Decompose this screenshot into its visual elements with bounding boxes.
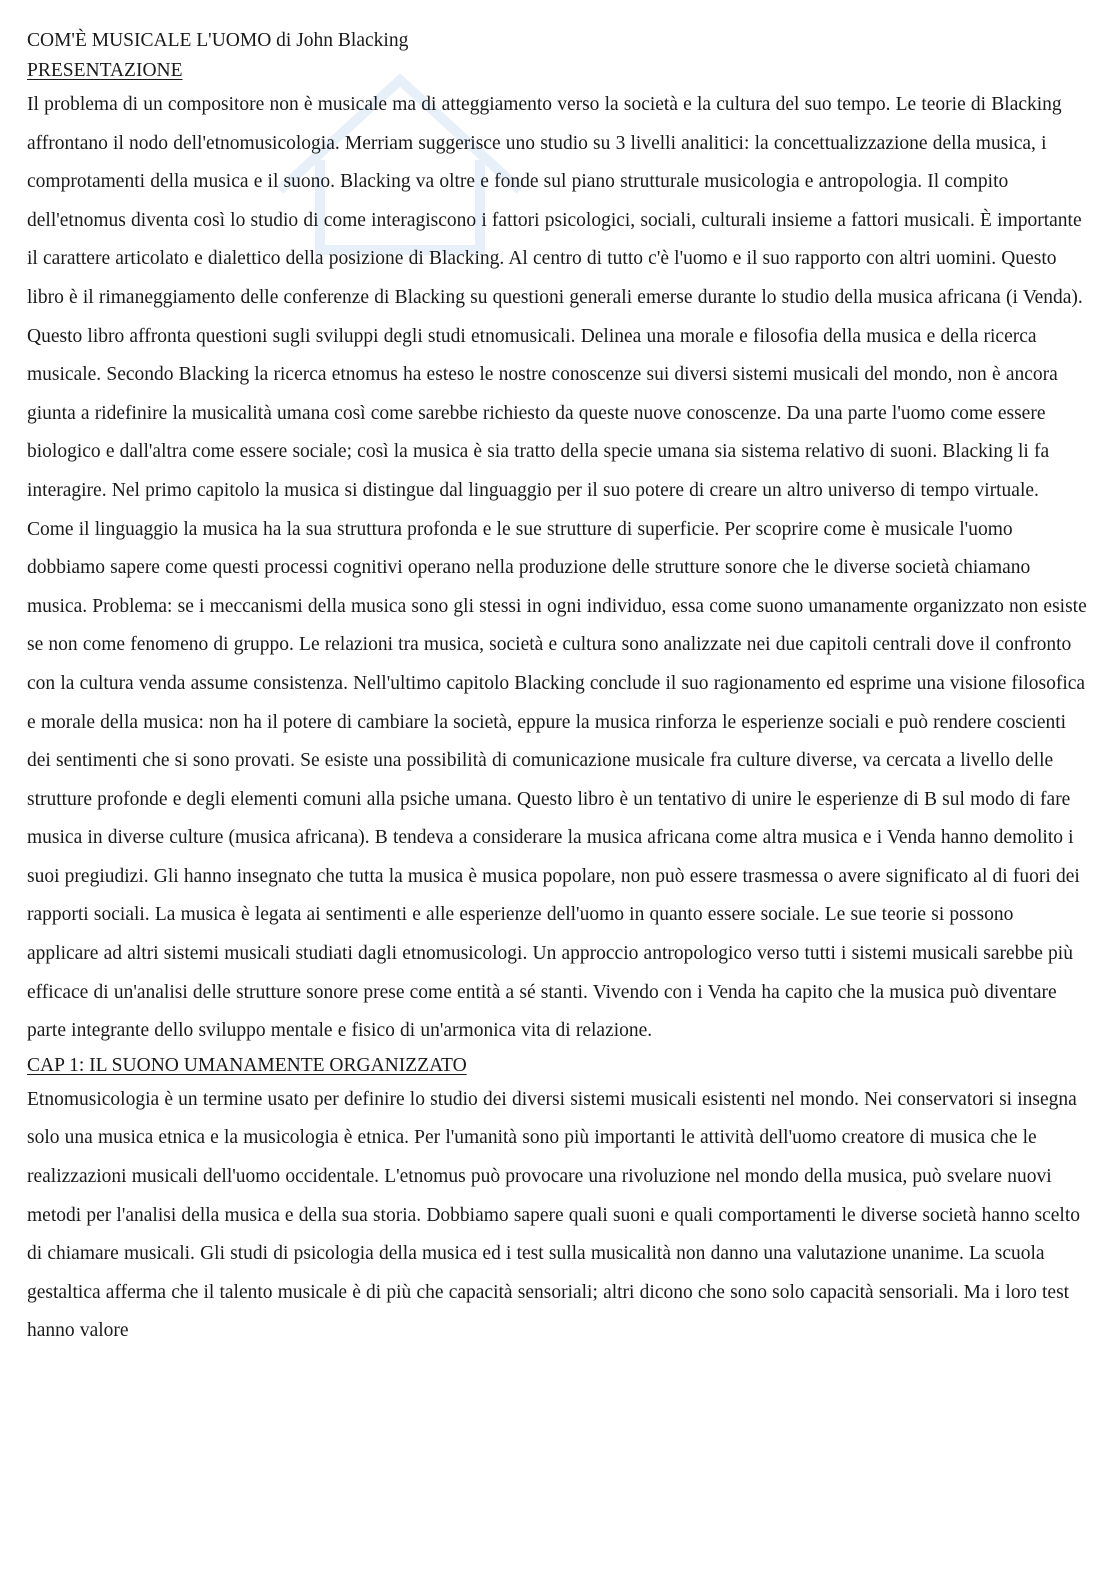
document-title: COM'È MUSICALE L'UOMO di John Blacking [27, 30, 409, 51]
section-heading-cap1: CAP 1: IL SUONO UMANAMENTE ORGANIZZATO [27, 1054, 467, 1076]
section-heading-presentazione: PRESENTAZIONE [27, 60, 183, 81]
paragraph-cap1: Etnomusicologia è un termine usato per definire lo studio dei diversi sistemi musicali esistenti nel mondo. Nei conservatori si insegna solo una musica etnica e la musicologia è etnica. Per l'umanità sono più importanti le attività dell'uomo creatore di musica che le realizzazioni musicali dell'uomo occidentale. L'etnomus può provocare una rivoluzione nel mondo della musica, può svelare nuovi metodi per l'analisi della musica e della sua storia. Dobbiamo sapere quali suoni e quali comportamenti le diverse società hanno scelto di chiamare musicali. Gli studi di psicologia della musica ed i test sulla musicalità non danno una valutazione unanime. La scuola gestaltica afferma che il talento musicale è di più che capacità sensoriali; altri dicono che sono solo capacità sensoriali. Ma i loro test hanno valore [27, 1088, 1080, 1342]
paragraph-presentazione: Il problema di un compositore non è musicale ma di atteggiamento verso la società e la cultura del suo tempo. Le teorie di Blacking affrontano il nodo dell'etnomusicologia. Merriam suggerisce uno studio su 3 livelli analitici: la concettualizzazione della musica, i comprotamenti della musica e il suono. Blacking va oltre e fonde sul piano strutturale musicologia e antropologia. Il compito dell'etnomus diventa così lo studio di come interagiscono i fattori psicologici, sociali, culturali insieme a fattori musicali. È importante il carattere articolato e dialettico della posizione di Blacking. Al centro di tutto c'è l'uomo e il suo rapporto con altri uomini. Questo libro è il rimaneggiamento delle conferenze di Blacking su questioni generali emerse durante lo studio della musica africana (i Venda). Questo libro affronta questioni sugli sviluppi degli studi etnomusicali. Delinea una morale e filosofia della musica e della ricerca musicale. Secondo Blacking la ricerca etnomus ha esteso le nostre conoscenze sui diversi sistemi musicali del mondo, non è ancora giunta a ridefinire la musicalità umana così come sarebbe richiesto da queste nuove conoscenze. Da una parte l'uomo come essere biologico e dall'altra come essere sociale; così la musica è sia tratto della specie umana sia sistema relativo di suoni. Blacking li fa interagire. Nel primo capitolo la musica si distingue dal linguaggio per il suo potere di creare un altro universo di tempo virtuale. Come il linguaggio la musica ha la sua struttura profonda e le sue strutture di superficie. Per scoprire come è musicale l'uomo dobbiamo sapere come questi processi cognitivi operano nella produzione delle strutture sonore che le diverse società chiamano musica. Problema: se i meccanismi della musica sono gli stessi in ogni individuo, essa come suono umanamente organizzato non esiste se non come fenomeno di gruppo. Le relazioni tra musica, società e cultura sono analizzate nei due capitoli centrali dove il confronto con la cultura venda assume consistenza. Nell'ultimo capitolo Blacking conclude il suo ragionamento ed esprime una visione filosofica e morale della musica: non ha il potere di cambiare la società, eppure la musica rinforza le esperienze sociali e può rendere coscienti dei sentimenti che si sono provati. Se esiste una possibilità di comunicazione musicale fra culture diverse, va cercata a livello delle strutture profonde e degli elementi comuni alla psiche umana. Questo libro è un tentativo di unire le esperienze di B sul modo di fare musica in diverse culture (musica africana). B tendeva a considerare la musica africana come altra musica e i Venda hanno demolito i suoi pregiudizi. Gli hanno insegnato che tutta la musica è musica popolare, non può essere trasmessa o avere significato al di fuori dei rapporti sociali. La musica è legata ai sentimenti e alle esperienze dell'uomo in quanto essere sociale. Le sue teorie si possono applicare ad altri sistemi musicali studiati dagli etnomusicologi. Un approccio antropologico verso tutti i sistemi musicali sarebbe più efficace di un'analisi delle strutture sonore prese come entità a sé stanti. Vivendo con i Venda ha capito che la musica può diventare parte integrante dello sviluppo mentale e fisico di un'armonica vita di relazione. [27, 94, 1087, 1042]
document-page [27, 26, 1089, 1351]
